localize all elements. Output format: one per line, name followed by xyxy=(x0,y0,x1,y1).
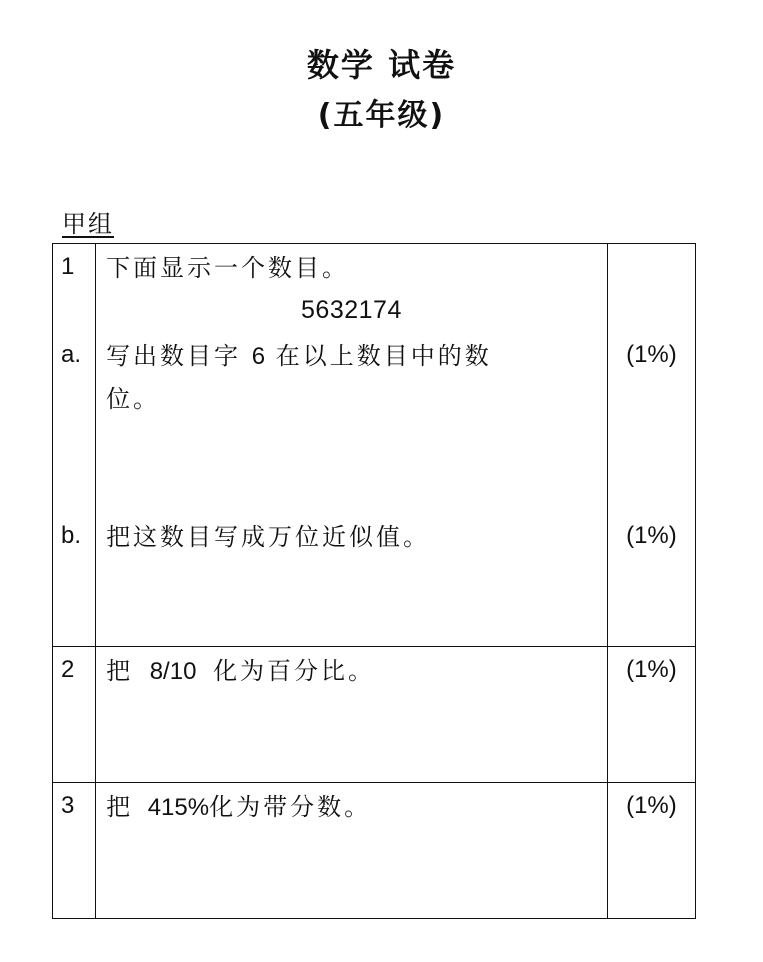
question-row-1 xyxy=(53,244,696,647)
part-a-text-before: 写出数目字 xyxy=(106,342,242,370)
question-body-cell xyxy=(96,244,608,647)
question-body-cell xyxy=(96,783,608,919)
question-table xyxy=(52,243,696,919)
mark-cell xyxy=(607,647,695,783)
question-text-after: 化为百分比。 xyxy=(213,657,376,685)
question-fraction: 8/10 xyxy=(149,658,197,685)
question-body-cell xyxy=(96,647,608,783)
question-number: 3 xyxy=(61,792,75,819)
part-label-a: a. xyxy=(61,341,82,368)
question-number-cell xyxy=(53,783,96,919)
question-text xyxy=(106,650,601,693)
part-label-b: b. xyxy=(61,522,82,549)
mark-cell xyxy=(607,783,695,919)
part-a-text-line2: 位。 xyxy=(106,385,161,413)
part-b-mark: (1%) xyxy=(626,522,677,549)
question-mark: (1%) xyxy=(626,656,677,683)
section-label: 甲组 xyxy=(62,210,114,238)
question-row-3 xyxy=(53,783,696,919)
question-text-before: 把 xyxy=(106,657,134,685)
question-number: 2 xyxy=(61,656,75,683)
part-a-text xyxy=(106,335,601,420)
part-b-text: 把这数目写成万位近似值。 xyxy=(106,523,431,551)
question-text-before: 把 xyxy=(106,793,134,821)
page-subtitle: (五年级) xyxy=(317,98,446,133)
question-intro: 下面显示一个数目。 xyxy=(106,254,350,282)
question-mark: (1%) xyxy=(626,792,677,819)
part-a-mark: (1%) xyxy=(626,341,677,368)
question-text xyxy=(106,786,601,829)
question-number-cell xyxy=(53,647,96,783)
mark-cell xyxy=(607,244,695,647)
part-a-text-after: 在以上数目中的数 xyxy=(275,342,492,370)
question-number-cell xyxy=(53,244,96,647)
question-text-after: 化为带分数。 xyxy=(209,793,372,821)
question-number: 1 xyxy=(61,253,75,280)
question-percent: 415% xyxy=(147,794,210,821)
part-a-digit: 6 xyxy=(251,343,266,370)
page-title: 数学 试卷 xyxy=(306,46,457,84)
display-number: 5632174 xyxy=(301,296,402,324)
question-row-2 xyxy=(53,647,696,783)
